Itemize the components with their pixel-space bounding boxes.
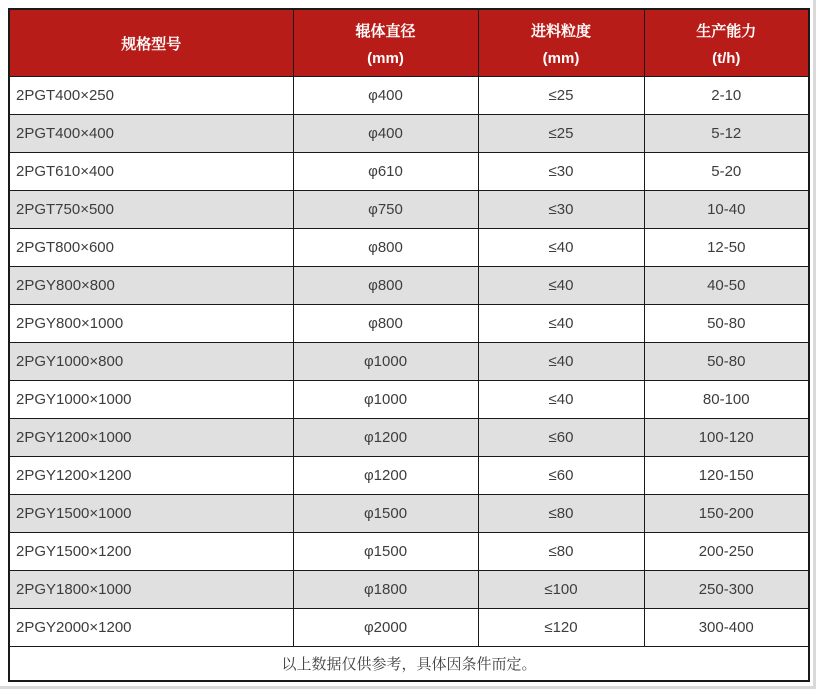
header-capacity [644, 9, 809, 77]
cell-roller-diameter: φ1000 [293, 381, 478, 419]
cell-feed-size: ≤40 [478, 343, 644, 381]
cell-roller-diameter: φ610 [293, 153, 478, 191]
cell-feed-size: ≤60 [478, 419, 644, 457]
spec-table-footer [9, 647, 809, 682]
header-model [9, 9, 293, 77]
cell-feed-size: ≤40 [478, 381, 644, 419]
cell-feed-size: ≤30 [478, 153, 644, 191]
cell-feed-size: ≤40 [478, 305, 644, 343]
cell-feed-size: ≤40 [478, 267, 644, 305]
header-roller-diameter-unit: (mm) [367, 49, 404, 67]
cell-model: 2PGY2000×1200 [9, 609, 293, 647]
cell-capacity: 2-10 [644, 77, 809, 115]
cell-roller-diameter: φ1500 [293, 533, 478, 571]
cell-model: 2PGY1500×1000 [9, 495, 293, 533]
footnote-row [9, 647, 809, 682]
table-row [9, 153, 809, 191]
cell-model: 2PGY1200×1000 [9, 419, 293, 457]
cell-capacity: 100-120 [644, 419, 809, 457]
cell-feed-size: ≤80 [478, 533, 644, 571]
cell-model: 2PGY1000×800 [9, 343, 293, 381]
table-row [9, 571, 809, 609]
cell-capacity: 5-12 [644, 115, 809, 153]
cell-feed-size: ≤40 [478, 229, 644, 267]
table-row [9, 495, 809, 533]
header-roller-diameter-label: 辊体直径 [355, 22, 416, 40]
spec-table [8, 8, 810, 682]
cell-roller-diameter: φ1500 [293, 495, 478, 533]
table-row [9, 77, 809, 115]
cell-model: 2PGT610×400 [9, 153, 293, 191]
table-row [9, 533, 809, 571]
header-capacity-unit: (t/h) [712, 49, 741, 67]
header-capacity-label: 生产能力 [696, 22, 757, 40]
cell-model: 2PGT800×600 [9, 229, 293, 267]
cell-capacity: 50-80 [644, 305, 809, 343]
cell-feed-size: ≤80 [478, 495, 644, 533]
table-row [9, 419, 809, 457]
cell-model: 2PGY1500×1200 [9, 533, 293, 571]
cell-capacity: 40-50 [644, 267, 809, 305]
cell-capacity: 80-100 [644, 381, 809, 419]
cell-model: 2PGY800×1000 [9, 305, 293, 343]
cell-model: 2PGY800×800 [9, 267, 293, 305]
header-roller-diameter [293, 9, 478, 77]
header-model-label: 规格型号 [121, 35, 182, 53]
cell-feed-size: ≤25 [478, 77, 644, 115]
cell-capacity: 300-400 [644, 609, 809, 647]
cell-feed-size: ≤100 [478, 571, 644, 609]
cell-model: 2PGY1000×1000 [9, 381, 293, 419]
cell-model: 2PGT400×250 [9, 77, 293, 115]
table-row [9, 381, 809, 419]
cell-feed-size: ≤30 [478, 191, 644, 229]
cell-capacity: 10-40 [644, 191, 809, 229]
header-feed-size-label: 进料粒度 [530, 22, 591, 40]
cell-roller-diameter: φ400 [293, 115, 478, 153]
cell-roller-diameter: φ800 [293, 267, 478, 305]
spec-table-body [9, 77, 809, 647]
cell-model: 2PGY1800×1000 [9, 571, 293, 609]
header-row [9, 9, 809, 77]
cell-roller-diameter: φ1800 [293, 571, 478, 609]
spec-table-header [9, 9, 809, 77]
cell-model: 2PGY1200×1200 [9, 457, 293, 495]
cell-roller-diameter: φ1000 [293, 343, 478, 381]
cell-roller-diameter: φ400 [293, 77, 478, 115]
cell-feed-size: ≤120 [478, 609, 644, 647]
cell-capacity: 120-150 [644, 457, 809, 495]
cell-capacity: 50-80 [644, 343, 809, 381]
cell-roller-diameter: φ800 [293, 305, 478, 343]
cell-roller-diameter: φ800 [293, 229, 478, 267]
cell-roller-diameter: φ1200 [293, 419, 478, 457]
header-feed-size [478, 9, 644, 77]
cell-feed-size: ≤25 [478, 115, 644, 153]
cell-capacity: 12-50 [644, 229, 809, 267]
header-feed-size-unit: (mm) [542, 49, 580, 67]
cell-model: 2PGT750×500 [9, 191, 293, 229]
cell-roller-diameter: φ750 [293, 191, 478, 229]
table-row [9, 609, 809, 647]
cell-capacity: 250-300 [644, 571, 809, 609]
cell-capacity: 200-250 [644, 533, 809, 571]
cell-roller-diameter: φ2000 [293, 609, 478, 647]
table-row [9, 457, 809, 495]
table-row [9, 267, 809, 305]
table-row [9, 229, 809, 267]
table-row [9, 115, 809, 153]
cell-capacity: 5-20 [644, 153, 809, 191]
table-row [9, 305, 809, 343]
cell-roller-diameter: φ1200 [293, 457, 478, 495]
cell-model: 2PGT400×400 [9, 115, 293, 153]
table-row [9, 191, 809, 229]
footnote-text: 以上数据仅供参考，具体因条件而定。 [9, 647, 809, 682]
cell-feed-size: ≤60 [478, 457, 644, 495]
cell-capacity: 150-200 [644, 495, 809, 533]
table-row [9, 343, 809, 381]
